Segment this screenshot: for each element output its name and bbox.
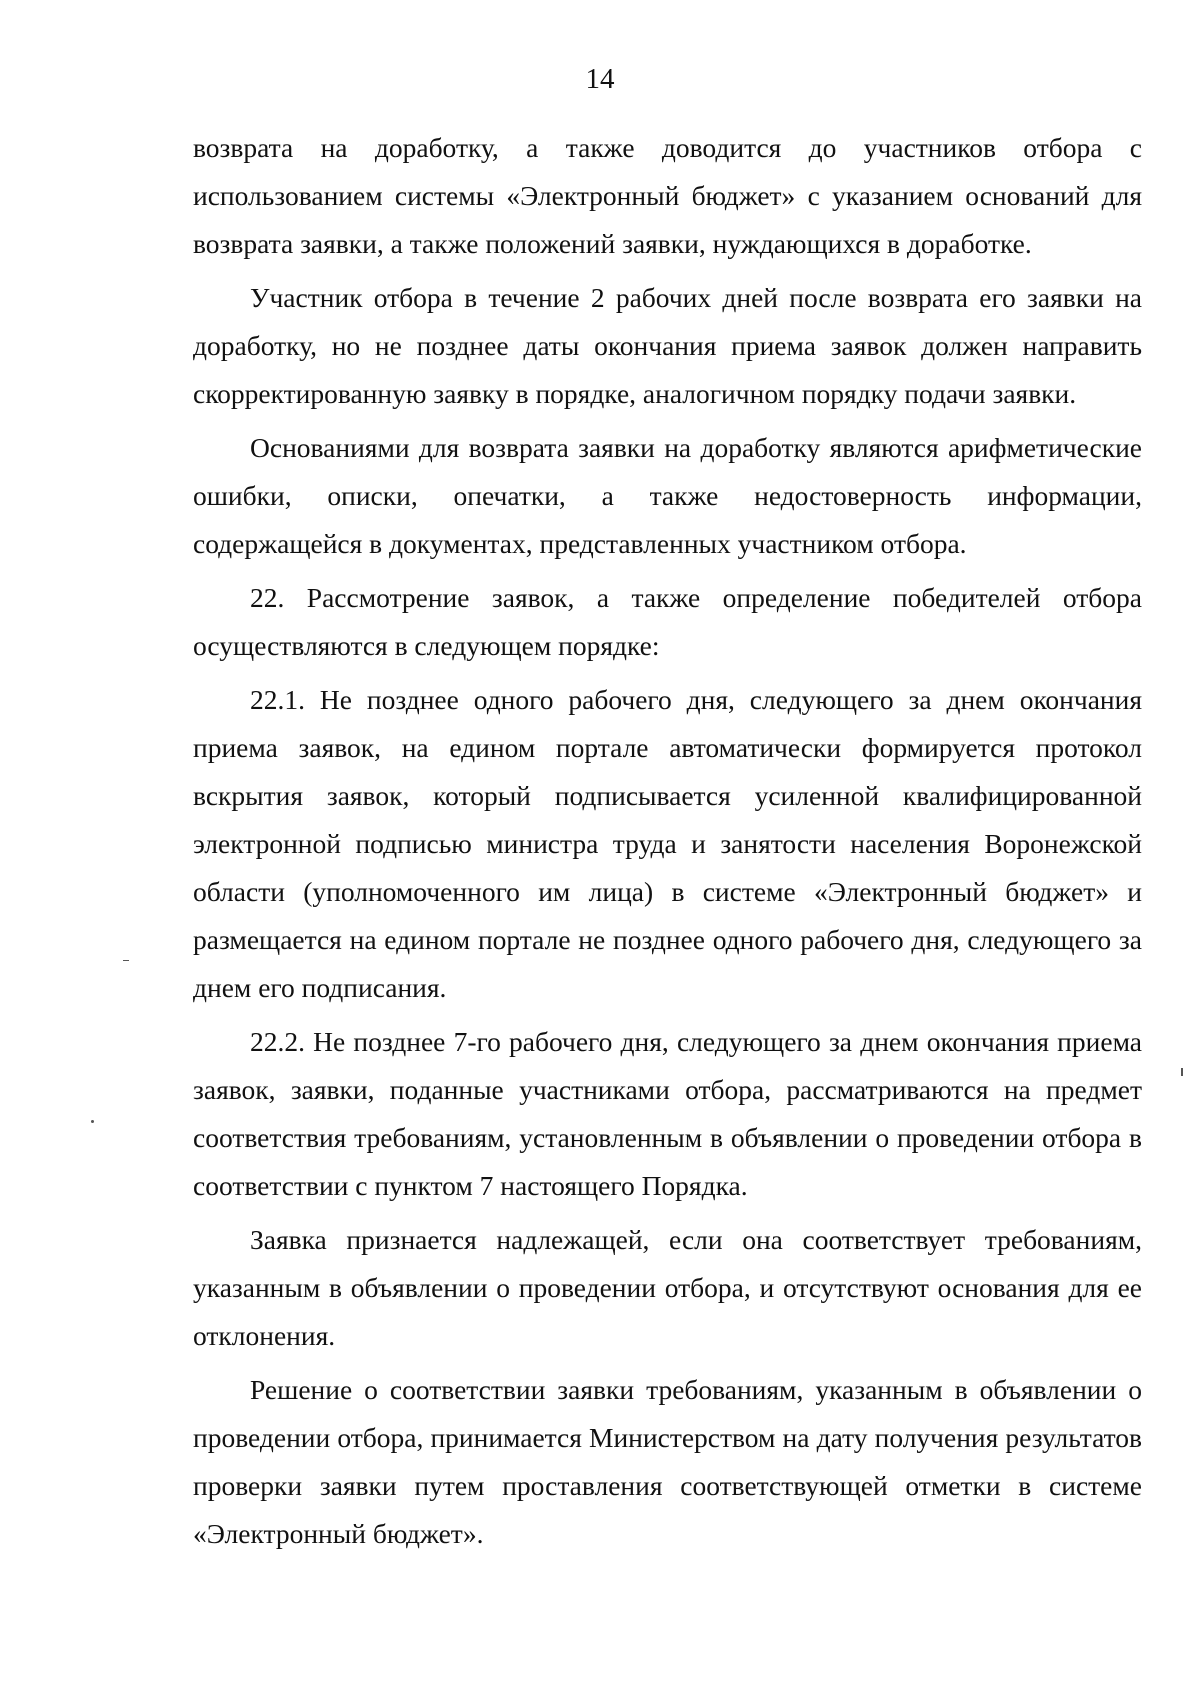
paragraph-22-1: 22.1. Не позднее одного рабочего дня, следующего за днем окончания приема заявок, на едином портале автоматически формируется протокол вскрытия заявок, который подписывается усиленной квалифицированной электронной подписью министра труда и занятости населения Воронежской области (уполномоченного им лица) в системе «Электронный бюджет» и размещается на едином портале не позднее одного рабочего дня, следующего за днем его подписания. — [193, 684, 1142, 1003]
paragraph-22: 22. Рассмотрение заявок, а также определение победителей отбора осуществляются в следующем порядке: — [193, 582, 1142, 661]
paragraph-return-grounds: Основаниями для возврата заявки на доработку являются арифметические ошибки, описки, опечатки, а также недостоверность информации, содержащейся в документах, представленных участником отбора. — [193, 432, 1142, 559]
scan-artifact — [1181, 1068, 1183, 1076]
page-number: 14 — [585, 63, 615, 95]
paragraph-22-2: 22.2. Не позднее 7-го рабочего дня, следующего за днем окончания приема заявок, заявки, поданные участниками отбора, рассматриваются на предмет соответствия требованиям, установленным в объявлении о проведении отбора в соответствии с пунктом 7 настоящего Порядка. — [193, 1026, 1142, 1201]
scan-artifact — [91, 1120, 94, 1123]
paragraph-decision: Решение о соответствии заявки требованиям, указанным в объявлении о проведении отбора, принимается Министерством на дату получения результатов проверки заявки путем проставления соответствующей отметки в системе «Электронный бюджет». — [193, 1374, 1142, 1549]
paragraph-proper-application: Заявка признается надлежащей, если она соответствует требованиям, указанным в объявлении о проведении отбора, и отсутствуют основания для ее отклонения. — [193, 1224, 1142, 1351]
scan-artifact — [123, 960, 129, 961]
paragraph-continuation: возврата на доработку, а также доводится до участников отбора с использованием системы «Электронный бюджет» с указанием оснований для возврата заявки, а также положений заявки, нуждающихся в доработке. — [193, 132, 1142, 259]
paragraph-resubmission: Участник отбора в течение 2 рабочих дней после возврата его заявки на доработку, но не позднее даты окончания приема заявок должен направить скорректированную заявку в порядке, аналогичном порядку подачи заявки. — [193, 282, 1142, 409]
document-body — [193, 124, 1142, 1564]
